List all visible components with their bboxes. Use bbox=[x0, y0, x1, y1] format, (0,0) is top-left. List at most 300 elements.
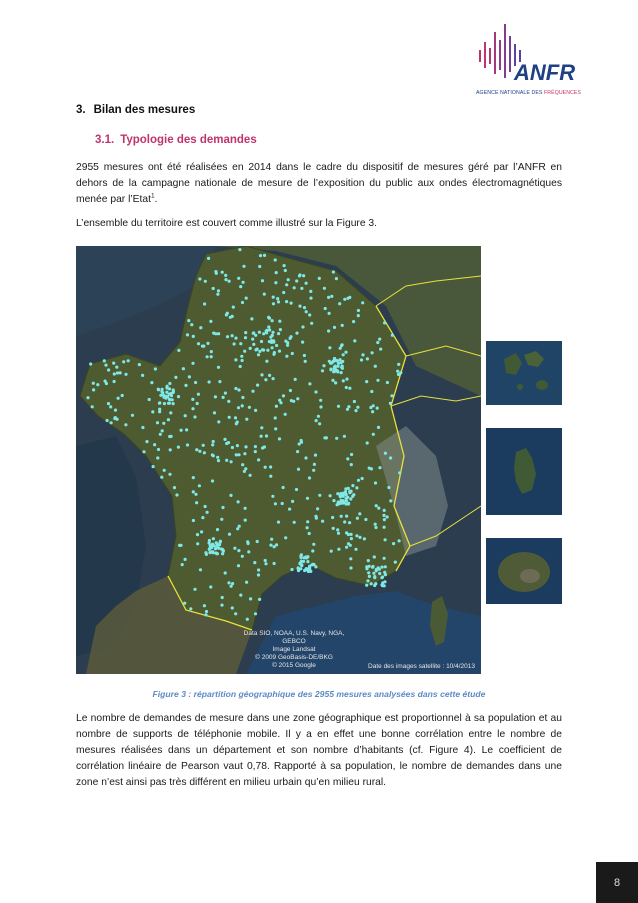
footnote-ref[interactable]: 1 bbox=[150, 192, 155, 200]
measurement-marker bbox=[348, 521, 351, 524]
measurement-marker bbox=[376, 341, 379, 344]
measurement-marker bbox=[304, 360, 307, 363]
measurement-marker bbox=[305, 282, 308, 285]
measurement-marker bbox=[196, 533, 199, 536]
measurement-marker bbox=[347, 533, 350, 536]
measurement-marker bbox=[285, 283, 288, 286]
measurement-marker bbox=[296, 450, 299, 453]
measurement-marker bbox=[322, 364, 325, 367]
measurement-marker bbox=[331, 516, 334, 519]
map-credit-line: © 2015 Google bbox=[272, 662, 316, 669]
measurement-marker bbox=[372, 433, 375, 436]
measurement-marker bbox=[221, 506, 224, 509]
measurement-marker bbox=[295, 488, 298, 491]
measurement-marker bbox=[310, 322, 313, 325]
measurement-marker bbox=[306, 560, 309, 563]
measurement-marker bbox=[361, 301, 364, 304]
measurement-marker bbox=[318, 277, 321, 280]
measurement-marker bbox=[229, 316, 232, 319]
measurement-marker bbox=[365, 380, 368, 383]
measurement-marker bbox=[367, 559, 370, 562]
measurement-marker bbox=[282, 486, 285, 489]
measurement-marker bbox=[272, 339, 275, 342]
anfr-logo bbox=[468, 20, 594, 100]
measurement-marker bbox=[372, 572, 375, 575]
measurement-marker bbox=[372, 404, 375, 407]
measurement-marker bbox=[278, 399, 281, 402]
measurement-marker bbox=[274, 281, 277, 284]
measurement-marker bbox=[256, 384, 259, 387]
section-heading bbox=[76, 104, 195, 116]
measurement-marker bbox=[389, 402, 392, 405]
measurement-marker bbox=[349, 566, 352, 569]
measurement-marker bbox=[285, 355, 288, 358]
logo-tagline-highlight: FRÉQUENCES bbox=[544, 90, 582, 96]
measurement-marker bbox=[152, 465, 155, 468]
measurement-marker bbox=[377, 426, 380, 429]
measurement-marker bbox=[251, 338, 254, 341]
measurement-marker bbox=[221, 271, 224, 274]
measurement-marker bbox=[92, 388, 95, 391]
measurement-marker bbox=[282, 291, 285, 294]
measurement-marker bbox=[336, 359, 339, 362]
measurement-marker bbox=[194, 493, 197, 496]
measurement-marker bbox=[172, 388, 175, 391]
measurement-marker bbox=[397, 363, 400, 366]
measurement-marker bbox=[191, 362, 194, 365]
measurement-marker bbox=[341, 502, 344, 505]
measurement-marker bbox=[228, 533, 231, 536]
measurement-marker bbox=[225, 459, 228, 462]
measurement-marker bbox=[365, 584, 368, 587]
measurement-marker bbox=[338, 302, 341, 305]
measurement-marker bbox=[245, 297, 248, 300]
measurement-marker bbox=[390, 394, 393, 397]
measurement-marker bbox=[257, 353, 260, 356]
map-credit-line: Data SIO, NOAA, U.S. Navy, NGA, GEBCO bbox=[243, 630, 345, 645]
measurement-marker bbox=[212, 287, 215, 290]
measurement-marker bbox=[195, 448, 198, 451]
measurement-marker bbox=[384, 565, 387, 568]
measurement-marker bbox=[158, 402, 161, 405]
measurement-marker bbox=[302, 274, 305, 277]
measurement-marker bbox=[110, 421, 113, 424]
measurement-marker bbox=[282, 394, 285, 397]
measurement-marker bbox=[223, 438, 226, 441]
measurement-marker bbox=[232, 306, 235, 309]
measurement-marker bbox=[226, 335, 229, 338]
measurement-marker bbox=[246, 618, 249, 621]
measurement-marker bbox=[239, 342, 242, 345]
measurement-marker bbox=[124, 373, 127, 376]
measurement-marker bbox=[206, 342, 209, 345]
measurement-marker bbox=[272, 353, 275, 356]
measurement-marker bbox=[196, 542, 199, 545]
measurement-marker bbox=[303, 354, 306, 357]
measurement-marker bbox=[270, 538, 273, 541]
section-number: 3. bbox=[76, 104, 86, 116]
measurement-marker bbox=[264, 562, 267, 565]
measurement-marker bbox=[259, 254, 262, 257]
measurement-marker bbox=[234, 337, 237, 340]
measurement-marker bbox=[264, 559, 267, 562]
measurement-marker bbox=[220, 518, 223, 521]
measurement-marker bbox=[177, 446, 180, 449]
measurement-marker bbox=[374, 365, 377, 368]
measurement-marker bbox=[238, 525, 241, 528]
measurement-marker bbox=[186, 333, 189, 336]
measurement-marker bbox=[241, 463, 244, 466]
measurement-marker bbox=[230, 460, 233, 463]
measurement-marker bbox=[366, 357, 369, 360]
figure-caption: Figure 3 : répartition géographique des 2955 mesures analysées dans cette étude bbox=[152, 689, 486, 699]
measurement-marker bbox=[343, 435, 346, 438]
measurement-marker bbox=[173, 486, 176, 489]
measurement-marker bbox=[345, 378, 348, 381]
measurement-marker bbox=[294, 378, 297, 381]
map-credit-line: Image Landsat bbox=[272, 646, 316, 653]
page-number: 8 bbox=[596, 862, 638, 903]
measurement-marker bbox=[145, 440, 148, 443]
measurement-marker bbox=[330, 295, 333, 298]
measurement-marker bbox=[174, 376, 177, 379]
measurement-marker bbox=[277, 521, 280, 524]
measurement-marker bbox=[384, 452, 387, 455]
measurement-marker bbox=[233, 342, 236, 345]
measurement-marker bbox=[392, 542, 395, 545]
measurement-marker bbox=[261, 279, 264, 282]
measurement-marker bbox=[274, 258, 277, 261]
measurement-marker bbox=[337, 365, 340, 368]
measurement-marker bbox=[216, 544, 219, 547]
measurement-marker bbox=[379, 348, 382, 351]
measurement-marker bbox=[290, 302, 293, 305]
measurement-marker bbox=[193, 588, 196, 591]
measurement-marker bbox=[304, 556, 307, 559]
measurement-marker bbox=[298, 273, 301, 276]
measurement-marker bbox=[196, 402, 199, 405]
logo-tagline bbox=[476, 90, 594, 96]
measurement-marker bbox=[254, 334, 257, 337]
measurement-marker bbox=[244, 519, 247, 522]
measurement-marker bbox=[346, 408, 349, 411]
measurement-marker bbox=[398, 471, 401, 474]
measurement-marker bbox=[167, 418, 170, 421]
measurement-marker bbox=[253, 561, 256, 564]
measurement-marker bbox=[208, 380, 211, 383]
measurement-marker bbox=[92, 382, 95, 385]
measurement-marker bbox=[274, 416, 277, 419]
measurement-marker bbox=[142, 450, 145, 453]
measurement-marker bbox=[168, 473, 171, 476]
measurement-marker bbox=[374, 526, 377, 529]
measurement-marker bbox=[153, 443, 156, 446]
measurement-marker bbox=[244, 467, 247, 470]
measurement-marker bbox=[187, 319, 190, 322]
measurement-marker bbox=[221, 596, 224, 599]
measurement-marker bbox=[308, 532, 311, 535]
measurement-marker bbox=[383, 518, 386, 521]
measurement-marker bbox=[308, 313, 311, 316]
measurement-marker bbox=[332, 270, 335, 273]
measurement-marker bbox=[300, 563, 303, 566]
inset-map-guadeloupe-graphic bbox=[486, 341, 562, 405]
measurement-marker bbox=[331, 379, 334, 382]
measurement-marker bbox=[356, 406, 359, 409]
measurement-marker bbox=[318, 494, 321, 497]
measurement-marker bbox=[312, 563, 315, 566]
measurement-marker bbox=[268, 374, 271, 377]
measurement-marker bbox=[309, 290, 312, 293]
measurement-marker bbox=[350, 453, 353, 456]
measurement-marker bbox=[271, 319, 274, 322]
measurement-marker bbox=[268, 340, 271, 343]
measurement-marker bbox=[300, 560, 303, 563]
measurement-marker bbox=[216, 552, 219, 555]
measurement-marker bbox=[119, 371, 122, 374]
measurement-marker bbox=[373, 575, 376, 578]
measurement-marker bbox=[360, 358, 363, 361]
measurement-marker bbox=[293, 521, 296, 524]
measurement-marker bbox=[377, 507, 380, 510]
measurement-marker bbox=[195, 501, 198, 504]
measurement-marker bbox=[254, 409, 257, 412]
measurement-marker bbox=[353, 400, 356, 403]
measurement-marker bbox=[211, 453, 214, 456]
measurement-marker bbox=[210, 350, 213, 353]
measurement-marker bbox=[117, 397, 120, 400]
measurement-marker bbox=[217, 547, 220, 550]
measurement-marker bbox=[274, 502, 277, 505]
measurement-marker bbox=[109, 405, 112, 408]
measurement-marker bbox=[177, 395, 180, 398]
measurement-marker bbox=[391, 334, 394, 337]
measurement-marker bbox=[158, 410, 161, 413]
measurement-marker bbox=[306, 526, 309, 529]
measurement-marker bbox=[285, 300, 288, 303]
measurement-marker bbox=[214, 395, 217, 398]
measurement-marker bbox=[374, 523, 377, 526]
measurement-marker bbox=[329, 368, 332, 371]
measurement-marker bbox=[239, 285, 242, 288]
measurement-marker bbox=[308, 476, 311, 479]
measurement-marker bbox=[217, 366, 220, 369]
measurement-marker bbox=[292, 400, 295, 403]
measurement-marker bbox=[121, 394, 124, 397]
measurement-marker bbox=[138, 363, 141, 366]
measurement-marker bbox=[381, 575, 384, 578]
logo-brand-text: ANFR bbox=[514, 60, 576, 85]
measurement-marker bbox=[275, 405, 278, 408]
measurement-marker bbox=[220, 548, 223, 551]
measurement-marker bbox=[106, 419, 109, 422]
measurement-marker bbox=[383, 557, 386, 560]
measurement-marker bbox=[227, 400, 230, 403]
measurement-marker bbox=[357, 309, 360, 312]
measurement-marker bbox=[247, 550, 250, 553]
measurement-marker bbox=[184, 558, 187, 561]
measurement-marker bbox=[347, 502, 350, 505]
measurement-marker bbox=[299, 554, 302, 557]
measurement-marker bbox=[276, 297, 279, 300]
measurement-marker bbox=[211, 443, 214, 446]
measurement-marker bbox=[380, 583, 383, 586]
paragraph-analysis: Le nombre de demandes de mesure dans une zone géographique est proportionnel à sa population et au nombre de supports de téléphonie mobile. Il y a en effet une bonne corrélation entre le nombre de mesures réalisées dans un département et son nombre d’habitants (cf. Figure 4). Le coefficient de corrélation linéaire de Pearson vaut 0,78. Rapporté à sa population, le nombre de demandes dans une zone n’est ainsi pas très différent en milieu urbain qu’en milieu rural. bbox=[76, 713, 562, 788]
measurement-marker bbox=[225, 313, 228, 316]
measurement-marker bbox=[327, 296, 330, 299]
measurement-marker bbox=[363, 537, 366, 540]
measurement-marker bbox=[291, 500, 294, 503]
measurement-marker bbox=[382, 514, 385, 517]
measurement-marker bbox=[268, 317, 271, 320]
measurement-marker bbox=[355, 486, 358, 489]
measurement-marker bbox=[339, 347, 342, 350]
measurement-marker bbox=[224, 571, 227, 574]
measurement-marker bbox=[245, 418, 248, 421]
measurement-marker bbox=[220, 604, 223, 607]
measurement-marker bbox=[274, 427, 277, 430]
measurement-marker bbox=[112, 362, 115, 365]
measurement-marker bbox=[339, 492, 342, 495]
measurement-marker bbox=[114, 416, 117, 419]
measurement-marker bbox=[240, 355, 243, 358]
measurement-marker bbox=[314, 454, 317, 457]
measurement-marker bbox=[386, 381, 389, 384]
measurement-marker bbox=[370, 582, 373, 585]
measurement-marker bbox=[258, 265, 261, 268]
measurement-marker bbox=[184, 384, 187, 387]
measurement-marker bbox=[237, 453, 240, 456]
measurement-marker bbox=[278, 437, 281, 440]
measurement-marker bbox=[356, 517, 359, 520]
measurement-marker bbox=[171, 398, 174, 401]
measurement-marker bbox=[350, 463, 353, 466]
measurement-marker bbox=[343, 298, 346, 301]
measurement-marker bbox=[249, 347, 252, 350]
measurement-marker bbox=[204, 280, 207, 283]
measurement-marker bbox=[199, 568, 202, 571]
measurement-marker bbox=[224, 278, 227, 281]
measurement-marker bbox=[373, 555, 376, 558]
measurement-marker bbox=[114, 409, 117, 412]
paragraph-intro-end: . bbox=[154, 194, 158, 205]
measurement-marker bbox=[383, 321, 386, 324]
measurement-marker bbox=[398, 539, 401, 542]
measurement-marker bbox=[286, 344, 289, 347]
measurement-marker bbox=[151, 410, 154, 413]
measurement-marker bbox=[185, 428, 188, 431]
measurement-marker bbox=[345, 515, 348, 518]
measurement-marker bbox=[357, 479, 360, 482]
measurement-marker bbox=[257, 458, 260, 461]
measurement-marker bbox=[207, 257, 210, 260]
measurement-marker bbox=[295, 279, 298, 282]
measurement-marker bbox=[303, 569, 306, 572]
measurement-marker bbox=[209, 320, 212, 323]
measurement-marker bbox=[328, 312, 331, 315]
measurement-marker bbox=[115, 366, 118, 369]
measurement-marker bbox=[260, 435, 263, 438]
measurement-marker bbox=[258, 598, 261, 601]
measurement-marker bbox=[261, 348, 264, 351]
measurement-marker bbox=[337, 548, 340, 551]
measurement-marker bbox=[241, 396, 244, 399]
measurement-marker bbox=[203, 604, 206, 607]
measurement-marker bbox=[275, 543, 278, 546]
map-imagery-date: Date des images satellite : 10/4/2013 bbox=[368, 663, 475, 670]
measurement-marker bbox=[237, 277, 240, 280]
measurement-marker bbox=[271, 346, 274, 349]
measurement-marker bbox=[131, 414, 134, 417]
paragraph-coverage: L’ensemble du territoire est couvert comme illustré sur la Figure 3. bbox=[76, 218, 378, 229]
map-credit-line: © 2009 GeoBasis-DE/BKG bbox=[255, 654, 333, 661]
measurement-marker bbox=[197, 342, 200, 345]
measurement-marker bbox=[380, 566, 383, 569]
measurement-marker bbox=[263, 254, 266, 257]
measurement-marker bbox=[370, 467, 373, 470]
measurement-marker bbox=[242, 281, 245, 284]
measurement-marker bbox=[269, 544, 272, 547]
measurement-marker bbox=[383, 571, 386, 574]
measurement-marker bbox=[378, 338, 381, 341]
measurement-marker bbox=[332, 499, 335, 502]
measurement-marker bbox=[368, 565, 371, 568]
measurement-marker bbox=[265, 434, 268, 437]
measurement-marker bbox=[241, 555, 244, 558]
measurement-marker bbox=[216, 293, 219, 296]
measurement-marker bbox=[384, 538, 387, 541]
measurement-marker bbox=[272, 377, 275, 380]
measurement-marker bbox=[156, 456, 159, 459]
measurement-marker bbox=[354, 409, 357, 412]
measurement-marker bbox=[191, 407, 194, 410]
measurement-marker bbox=[192, 476, 195, 479]
measurement-marker bbox=[127, 359, 130, 362]
measurement-marker bbox=[301, 325, 304, 328]
measurement-marker bbox=[265, 331, 268, 334]
measurement-marker bbox=[318, 422, 321, 425]
measurement-marker bbox=[239, 365, 242, 368]
measurement-marker bbox=[334, 365, 337, 368]
measurement-marker bbox=[367, 571, 370, 574]
measurement-marker bbox=[386, 515, 389, 518]
measurement-marker bbox=[181, 563, 184, 566]
measurement-marker bbox=[312, 543, 315, 546]
measurement-marker bbox=[254, 612, 257, 615]
measurement-marker bbox=[349, 557, 352, 560]
measurement-marker bbox=[244, 445, 247, 448]
measurement-marker bbox=[227, 441, 230, 444]
measurement-marker bbox=[177, 349, 180, 352]
measurement-marker bbox=[284, 269, 287, 272]
measurement-marker bbox=[210, 550, 213, 553]
measurement-marker bbox=[335, 437, 338, 440]
measurement-marker bbox=[254, 450, 257, 453]
paragraph-intro bbox=[76, 160, 562, 208]
measurement-marker bbox=[342, 379, 345, 382]
measurement-marker bbox=[289, 335, 292, 338]
measurement-marker bbox=[339, 495, 342, 498]
measurement-marker bbox=[249, 597, 252, 600]
measurement-marker bbox=[308, 382, 311, 385]
subsection-title: Typologie des demandes bbox=[120, 134, 257, 146]
measurement-marker bbox=[350, 537, 353, 540]
measurement-marker bbox=[366, 579, 369, 582]
measurement-marker bbox=[334, 381, 337, 384]
measurement-marker bbox=[378, 572, 381, 575]
measurement-marker bbox=[353, 339, 356, 342]
measurement-marker bbox=[180, 429, 183, 432]
